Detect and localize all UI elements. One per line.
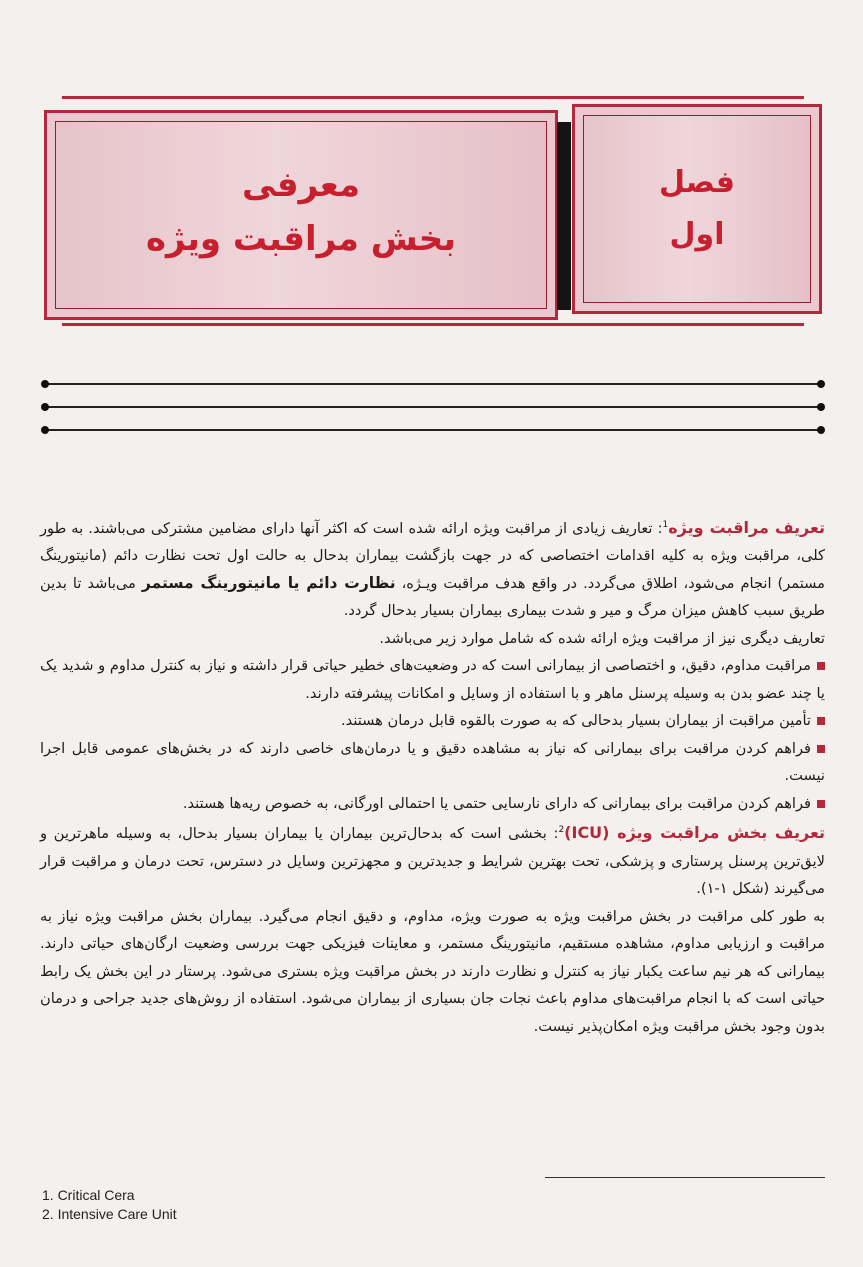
bullet-item	[40, 790, 825, 818]
square-bullet-icon	[817, 745, 825, 753]
chapter-number-panel	[583, 115, 811, 303]
divider-rule-1	[44, 383, 822, 385]
bullet-text: فراهم کردن مراقبت برای بیمارانی که نیاز به مشاهده دقیق و یا درمان‌های خاصی دارند که در بخش‌های عمومی قابل اجرا نیست.	[40, 739, 825, 785]
paragraph-icu-care-definition	[40, 512, 825, 625]
paragraph-general-care: به طور کلی مراقبت در بخش مراقبت ویژه به صورت ویژه، مداوم، و دقیق انجام می‌گیرد. بیماران بخش مراقبت ویژه نیاز به مراقبت و ارزیابی مداوم، مشاهده مستقیم، مانیتورینگ مستمر، و معاینات فیزیکی جهت بررسی وضعیت ارگان‌های حیاتی دارند. بیمارانی که هر نیم ساعت یکبار نیاز به کنترل و نظارت دارند در بخش مراقبت ویژه بستری می‌شود. پرستار در این بخش یک رابط حیاتی است که با انجام مراقبت‌های مداوم باعث نجات جان بسیاری از بیماران می‌شود. استفاده از روش‌های جدید جراحی و درمان بدون وجود بخش مراقبت ویژه امکان‌پذیر نیست.	[40, 907, 825, 1035]
chapter-number: اول	[669, 217, 725, 252]
term-icu: تعریف بخش مراقبت ویژه (ICU)	[564, 823, 825, 843]
body-text	[40, 512, 825, 1040]
bullet-text: مراقبت مداوم، دقیق، و اختصاصی از بیمارانی است که در وضعیت‌های خطیر حیاتی قرار داشته و نیاز به کنترل مداوم و شدید یک یا چند عضو بدن به وسیله پرسنل ماهر و با استفاده از وسایل و امکانات پیشرفته دارند.	[40, 657, 825, 702]
square-bullet-icon	[817, 717, 825, 725]
chapter-title-box	[44, 110, 558, 320]
chapter-title-panel	[55, 121, 547, 309]
header-bottom-line	[62, 323, 804, 326]
paragraph-text: : بخشی است که بدحال‌ترین بیماران یا بیماران بسیار بدحال، به وسیله ماهرترین و لایق‌ترین پرسنل پرستاری و پزشکی، تحت بهترین شرایط و جدیدترین و مجهزترین وسایل در دسترس، تحت درمان و مراقبت قرار می‌گیرند (شکل ۱-۱).	[40, 825, 825, 898]
bullet-item	[40, 735, 825, 790]
footnote-ref-1: 1	[662, 520, 669, 530]
square-bullet-icon	[817, 662, 825, 670]
bullet-item	[40, 707, 825, 735]
chapter-word: فصل	[659, 165, 735, 200]
header-top-line	[62, 96, 804, 99]
bullet-text: فراهم کردن مراقبت برای بیمارانی که دارای نارسایی حتمی یا احتمالی اورگانی، به خصوص ریه‌ها هستند.	[182, 794, 811, 812]
divider-rule-3	[44, 429, 822, 431]
paragraph-icu-definition	[40, 817, 825, 902]
bullet-item	[40, 652, 825, 707]
term-critical-care: تعریف مراقبت ویژه	[668, 517, 825, 537]
paragraph-other-definitions: تعاریف دیگری نیز از مراقبت ویژه ارائه شده که شامل موارد زیر می‌باشد.	[379, 629, 825, 647]
header-divider-bar	[557, 122, 571, 310]
chapter-title-line1: معرفی	[241, 165, 361, 205]
footnote-1: 1. Critical Cera	[42, 1187, 135, 1203]
bullet-text: تأمین مراقبت از بیماران بسیار بدحالی که به صورت بالقوه قابل درمان هستند.	[341, 712, 811, 730]
chapter-title-line2: بخش مراقبت ویژه	[145, 219, 457, 259]
footnote-ref-2: 2	[558, 825, 565, 836]
paragraph-text-end: می‌باشد تا بدین طریق سبب کاهش میزان مرگ و میر و شدت بیماری بیماران بسیار بدحال گردد.	[40, 574, 825, 620]
square-bullet-icon	[817, 800, 825, 808]
chapter-number-box	[572, 104, 822, 314]
paragraph-text: : تعاریف زیادی از مراقبت ویژه ارائه شده است که اکثر آنها دارای مضامین مشترکی می‌باشند. به طور کلی، مراقبت ویژه به کلیه اقدامات اختصاصی که در جهت بازگشت بیماران بدحال به حالت اول تحت نظارت دائم (مانیتورینگ مستمر) انجام می‌شود، اطلاق می‌گردد. در واقع هدف مراقبت ویـژه،	[40, 519, 825, 592]
footnotes	[42, 1186, 177, 1224]
divider-rule-2	[44, 406, 822, 408]
footnote-2: 2. Intensive Care Unit	[42, 1206, 177, 1222]
footnote-separator	[545, 1177, 825, 1178]
bold-phrase-monitoring: نظارت دائم یا مانیتورینگ مستمر	[141, 573, 396, 592]
